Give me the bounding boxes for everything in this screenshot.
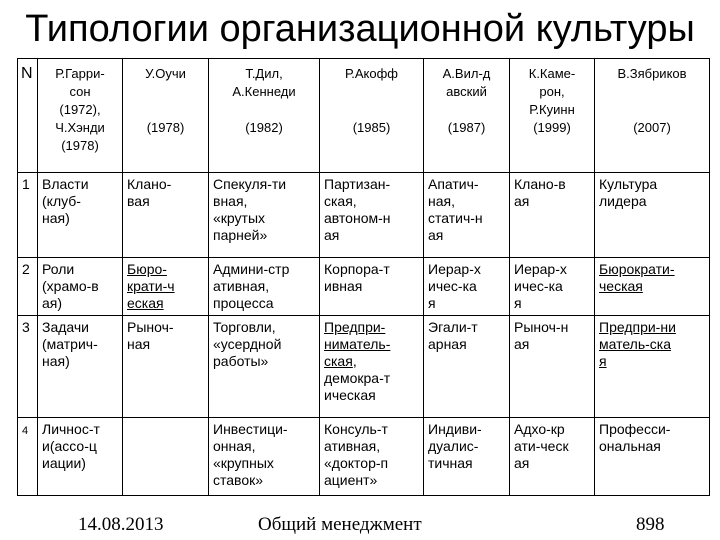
header-cell-ouchi: У.Оучи (1978) xyxy=(123,59,209,173)
header-cell-zyabrikov: В.Зябриков (2007) xyxy=(595,59,710,173)
header-cell-wildavsky: А.Вил-д авский (1987) xyxy=(424,59,510,173)
table-cell: Иерар-х ичес-ка я xyxy=(424,258,510,316)
table-cell: Рыноч-н ая xyxy=(510,316,595,418)
slide-title: Типологии организационной культуры xyxy=(25,8,695,50)
header-cell-number: N xyxy=(18,59,38,173)
row-number: 2 xyxy=(18,258,38,316)
row-number: 1 xyxy=(18,173,38,258)
table-cell-link[interactable]: Бюрократи- ческая xyxy=(595,258,710,316)
table-cell: Консуль-т ативная, «доктор-п ациент» xyxy=(320,418,424,496)
header-cell-ackoff: Р.Акофф (1985) xyxy=(320,59,424,173)
table-cell: Професси- ональная xyxy=(595,418,710,496)
table-header-row xyxy=(18,59,710,173)
footer-course-name: Общий менеджмент xyxy=(258,514,422,535)
table-cell-text: , демокра-т ическая xyxy=(324,353,391,403)
table-row xyxy=(18,173,710,258)
table-cell: Инвестици- онная, «крупных ставок» xyxy=(209,418,320,496)
table-cell xyxy=(320,316,424,418)
table-row xyxy=(18,316,710,418)
table-cell: Партизан- ская, автоном-н ая xyxy=(320,173,424,258)
table-cell-link[interactable]: Предпри- ниматель- ская xyxy=(324,319,391,369)
table-cell: Роли (храмо-в ая) xyxy=(38,258,123,316)
table-cell: Спекуля-ти вная, «крутых парней» xyxy=(209,173,320,258)
table-cell: Корпора-т ивная xyxy=(320,258,424,316)
footer-date: 14.08.2013 xyxy=(78,514,164,535)
header-cell-harrison-handy: Р.Гарри- сон (1972), Ч.Хэнди (1978) xyxy=(38,59,123,173)
table-cell: Торговли, «усердной работы» xyxy=(209,316,320,418)
table-cell: Клано-в ая xyxy=(510,173,595,258)
table-cell: Власти (клуб- ная) xyxy=(38,173,123,258)
table-cell: Эгали-т арная xyxy=(424,316,510,418)
table-cell: Адхо-кр ати-ческ ая xyxy=(510,418,595,496)
table-cell: Иерар-х ичес-ка я xyxy=(510,258,595,316)
table-cell-link[interactable]: Предпри-ни матель-ска я xyxy=(595,316,710,418)
row-number: 3 xyxy=(18,316,38,418)
table-cell-link[interactable]: Бюро- крати-ч еская xyxy=(123,258,209,316)
table-cell: Культура лидера xyxy=(595,173,710,258)
table-cell: Задачи (матрич- ная) xyxy=(38,316,123,418)
table-cell xyxy=(123,418,209,496)
table-cell: Клано- вая xyxy=(123,173,209,258)
header-cell-cameron-quinn: К.Каме- рон, Р.Куинн (1999) xyxy=(510,59,595,173)
table-cell: Личнос-т и(ассо-ц иации) xyxy=(38,418,123,496)
table-cell: Админи-стр ативная, процесса xyxy=(209,258,320,316)
table-cell: Апатич- ная, статич-н ая xyxy=(424,173,510,258)
row-number: 4 xyxy=(18,418,38,496)
typology-table xyxy=(17,58,710,496)
header-cell-deal-kennedy: Т.Дил, А.Кеннеди (1982) xyxy=(209,59,320,173)
table-row xyxy=(18,418,710,496)
footer-page-number: 898 xyxy=(636,514,665,535)
table-cell: Индиви- дуалис- тичная xyxy=(424,418,510,496)
table-row xyxy=(18,258,710,316)
table-cell: Рыноч- ная xyxy=(123,316,209,418)
